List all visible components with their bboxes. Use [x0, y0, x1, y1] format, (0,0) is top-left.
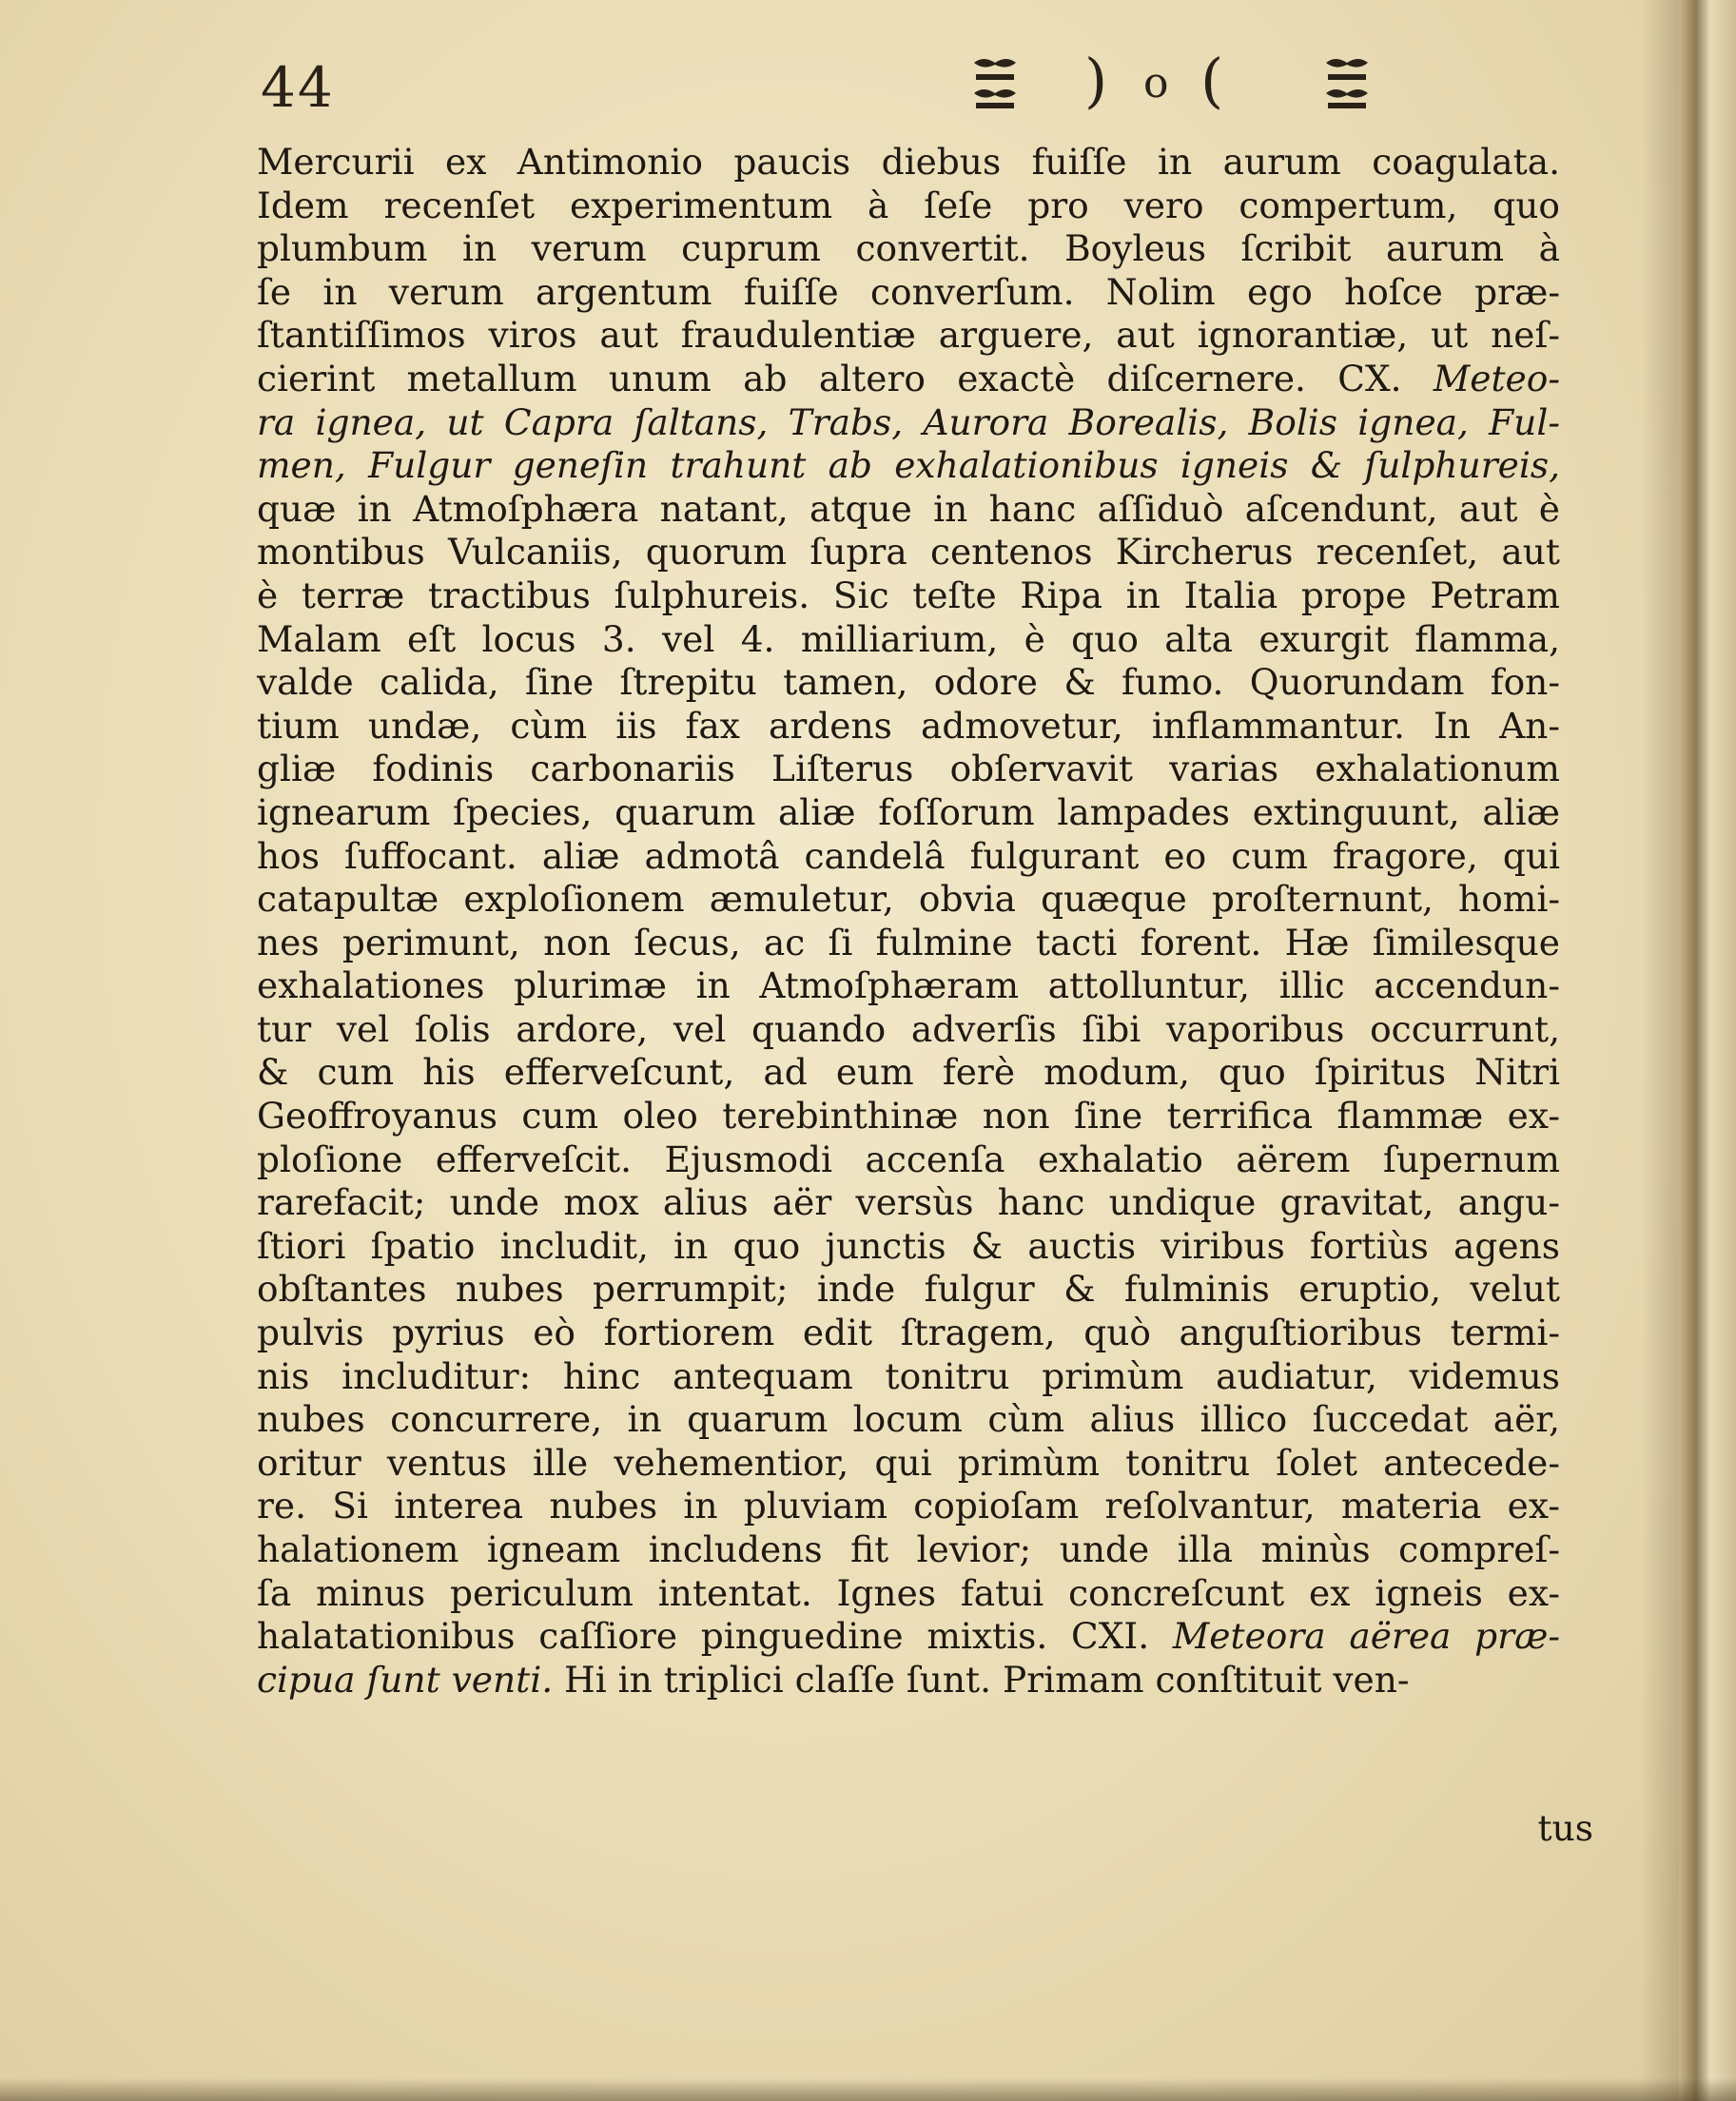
text-line: [257, 401, 1560, 445]
text-run: gliæ fodinis carbonariis Liſterus obſervavit varias exhalationum: [257, 748, 1560, 790]
text-line: [257, 314, 1560, 358]
text-line: [257, 531, 1560, 574]
text-line: [257, 358, 1560, 401]
text-run: cierint metallum unum ab altero exactè diſcernere. CX.: [257, 357, 1434, 399]
text-line: [257, 185, 1560, 228]
text-line: [257, 227, 1560, 271]
text-line: [257, 1181, 1560, 1225]
text-run: oritur ventus ille vehementior, qui primùm tonitru ſolet antecede-: [257, 1441, 1560, 1484]
text-run: è terræ tractibus ſulphureis. Sic teſte Ripa in Italia prope Petram: [257, 574, 1560, 616]
header-ornament: [713, 46, 1224, 126]
text-run: Malam eſt locus 3. vel 4. milliarium, è quo alta exurgit flamma,: [257, 617, 1560, 660]
text-line: [257, 271, 1560, 315]
text-line: [257, 1572, 1560, 1616]
text-line: [257, 661, 1560, 705]
text-run: ſtiori ſpatio includit, in quo junctis & auctis viribus fortiùs agens: [257, 1224, 1560, 1267]
text-line: [257, 1398, 1560, 1442]
text-line: [257, 1225, 1560, 1269]
ornament-paren-left: ): [1084, 46, 1108, 115]
page-header: [257, 46, 1560, 126]
text-line: [257, 878, 1560, 922]
text-run: nis includitur: hinc antequam tonitru primùm audiatur, videmus: [257, 1354, 1560, 1397]
text-line: [257, 1659, 1560, 1702]
text-run: hos ſuffocant. aliæ admotâ candelâ fulgurant eo cum fragore, qui: [257, 834, 1560, 877]
italic-text-run: ra ignea, ut Capra ſaltans, Trabs, Aurora Borealis, Bolis ignea, Ful-: [257, 400, 1560, 443]
text-line: [257, 1051, 1560, 1095]
text-run: Idem recenſet experimentum à ſeſe pro vero compertum, quo: [257, 184, 1560, 226]
text-run: catapultæ exploſionem æmuletur, obvia quæque proſternunt, homi-: [257, 878, 1560, 921]
text-run: valde calida, ſine ſtrepitu tamen, odore & fumo. Quorundam fon-: [257, 661, 1560, 704]
text-line: [257, 791, 1560, 835]
catchword: tus: [1537, 1807, 1593, 1849]
ornament-paren-right: (: [1200, 46, 1224, 115]
text-run: tium undæ, cùm iis fax ardens admovetur, inflammantur. In An-: [257, 704, 1560, 747]
italic-text-run: cipua ſunt venti.: [257, 1658, 554, 1701]
body-text: [257, 141, 1560, 1702]
text-run: obſtantes nubes perrumpit; inde fulgur & fulminis eruptio, velut: [257, 1268, 1560, 1311]
page-bottom-edge: [0, 2078, 1736, 2101]
text-run: ſa minus periculum intentat. Ignes fatui concreſcunt ex igneis ex-: [257, 1571, 1560, 1614]
text-line: [257, 1528, 1560, 1572]
text-run: ſtantiſſimos viros aut fraudulentiæ arguere, aut ignorantiæ, ut neſ-: [257, 314, 1560, 357]
text-line: [257, 1355, 1560, 1399]
page-number: 44: [261, 55, 335, 120]
text-line: [257, 835, 1560, 879]
text-run: ignearum ſpecies, quarum aliæ foſſorum lampades extinguunt, aliæ: [257, 790, 1560, 833]
text-run: Mercurii ex Antimonio paucis diebus fuiſſe in aurum coagulata.: [257, 141, 1560, 183]
text-run: pulvis pyrius eò fortiorem edit ſtragem, quò anguſtioribus termi-: [257, 1312, 1560, 1354]
text-line: [257, 1312, 1560, 1355]
text-line: [257, 922, 1560, 965]
text-run: nes perimunt, non ſecus, ac ſi fulmine tacti forent. Hæ ſimilesque: [257, 921, 1560, 963]
text-line: [257, 141, 1560, 185]
text-line: [257, 1268, 1560, 1312]
text-run: rarefacit; unde mox alius aër versùs hanc undique gravitat, angu-: [257, 1181, 1560, 1224]
text-line: [257, 1095, 1560, 1138]
text-line: [257, 1138, 1560, 1182]
text-run: Hi in triplici claſſe ſunt. Primam conſtituit ven-: [553, 1658, 1410, 1701]
text-run: halatationibus caſſiore pinguedine mixtis. CXI.: [257, 1615, 1173, 1658]
text-line: [257, 1008, 1560, 1052]
text-line: [257, 574, 1560, 618]
text-run: tur vel ſolis ardore, vel quando adverſis ſibi vaporibus occurrunt,: [257, 1007, 1560, 1050]
text-line: [257, 748, 1560, 791]
italic-text-run: men, Fulgur geneſin trahunt ab exhalationibus igneis & ſulphureis,: [257, 444, 1560, 487]
text-line: [257, 444, 1560, 488]
text-run: ſe in verum argentum fuiſſe converſum. Nolim ego hoſce præ-: [257, 270, 1560, 313]
italic-text-run: Meteora aërea præ-: [1172, 1615, 1560, 1658]
italic-text-run: Meteo-: [1433, 357, 1560, 399]
gutter-shadow: [1641, 0, 1679, 2101]
page-gutter: [1679, 0, 1736, 2101]
text-line: [257, 1442, 1560, 1486]
text-line: [257, 488, 1560, 532]
text-line: [257, 618, 1560, 662]
text-run: nubes concurrere, in quarum locum cùm alius illico ſuccedat aër,: [257, 1398, 1560, 1441]
text-line: [257, 964, 1560, 1008]
text-line: [257, 1615, 1560, 1659]
text-run: Geoffroyanus cum oleo terebinthinæ non ſine terrifica flammæ ex-: [257, 1095, 1560, 1138]
text-run: halationem igneam includens fit levior; unde illa minùs compreſ-: [257, 1528, 1560, 1570]
text-run: plumbum in verum cuprum convertit. Boyleus ſcribit aurum à: [257, 227, 1560, 270]
text-run: quæ in Atmoſphæra natant, atque in hanc aſſiduò aſcendunt, aut è: [257, 487, 1560, 530]
text-line: [257, 705, 1560, 749]
fleuron-icon: [1322, 55, 1372, 112]
text-line: [257, 1485, 1560, 1528]
fleuron-icon: [970, 55, 1020, 112]
ornament-circle: o: [1143, 59, 1169, 107]
text-run: re. Si interea nubes in pluviam copioſam reſolvantur, materia ex-: [257, 1485, 1560, 1527]
text-run: montibus Vulcaniis, quorum ſupra centenos Kircherus recenſet, aut: [257, 531, 1560, 574]
text-run: & cum his efferveſcunt, ad eum ferè modum, quo ſpiritus Nitri: [257, 1051, 1560, 1094]
text-run: exhalationes plurimæ in Atmoſphæram attolluntur, illic accendun-: [257, 964, 1560, 1007]
text-run: ploſione efferveſcit. Ejusmodi accenſa exhalatio aërem ſupernum: [257, 1138, 1560, 1180]
